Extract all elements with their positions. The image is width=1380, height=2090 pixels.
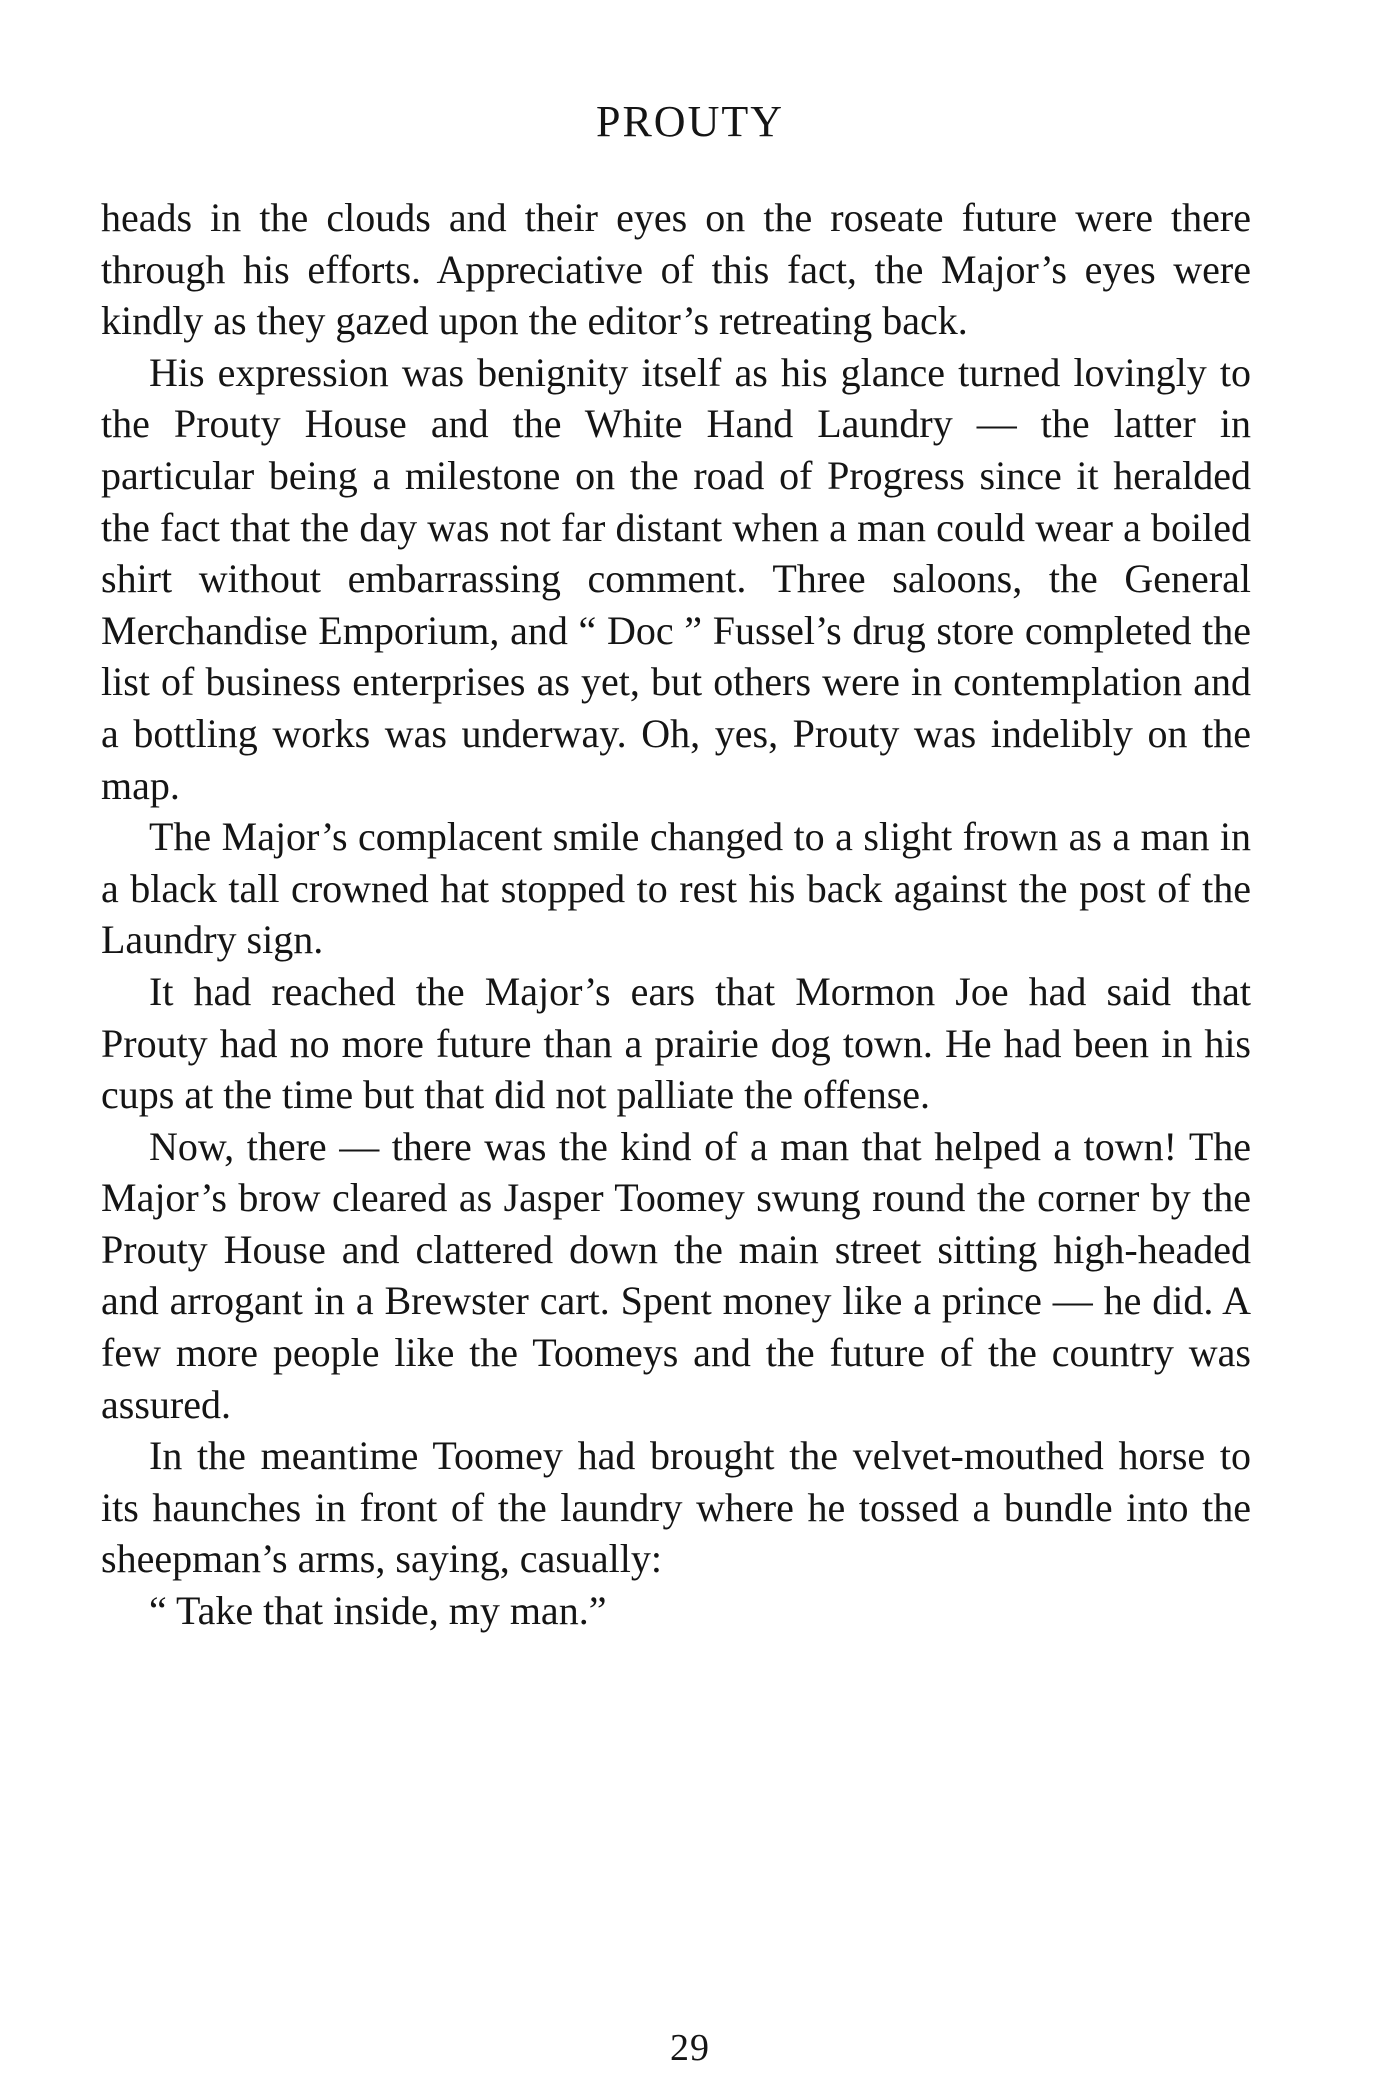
paragraph-6: In the meantime Toomey had brought the velvet-mouthed horse to its haunches in front of the laundry where he tossed a bundle into the sheepman’s arms, saying, casually: [101, 1433, 1251, 1582]
paragraph-3: The Major’s complacent smile changed to a slight frown as a man in a black tall crowned hat stopped to rest his back against the post of the Laundry sign. [101, 814, 1251, 963]
body-text [101, 192, 1251, 1637]
page-number: 29 [670, 2027, 710, 2069]
paragraph-7: “ Take that inside, my man.” [149, 1588, 607, 1634]
paragraph-4: It had reached the Major’s ears that Mormon Joe had said that Prouty had no more future than a prairie dog town. He had been in his cups at the time but that did not palliate the offense. [101, 968, 1251, 1118]
paragraph-2: His expression was benignity itself as his glance turned lovingly to the Prouty House and the White Hand Laundry — the latter in particular being a milestone on the road of Progress since it heralded the fact that the day was not far distant when a man could wear a boiled shirt without embarrassing comment. Three saloons, the General Merchandise Emporium, and “ Doc ” Fussel’s drug store completed the list of business enterprises as yet, but others were in contemplation and a bottling works was underway. Oh, yes, Prouty was indelibly on the map. [101, 349, 1251, 808]
paragraph-1: heads in the clouds and their eyes on the roseate future were there through his efforts. Appreciative of this fact, the Major’s eyes were kindly as they gazed upon the editor’s retreating back. [101, 195, 1251, 344]
running-head: PROUTY [595, 97, 785, 146]
paragraph-5: Now, there — there was the kind of a man that helped a town! The Major’s brow cleared as Jasper Toomey swung round the corner by the Prouty House and clattered down the main street sitting high-headed and arrogant in a Brewster cart. Spent money like a prince — he did. A few more people like the Toomeys and the future of the country was assured. [101, 1123, 1251, 1427]
